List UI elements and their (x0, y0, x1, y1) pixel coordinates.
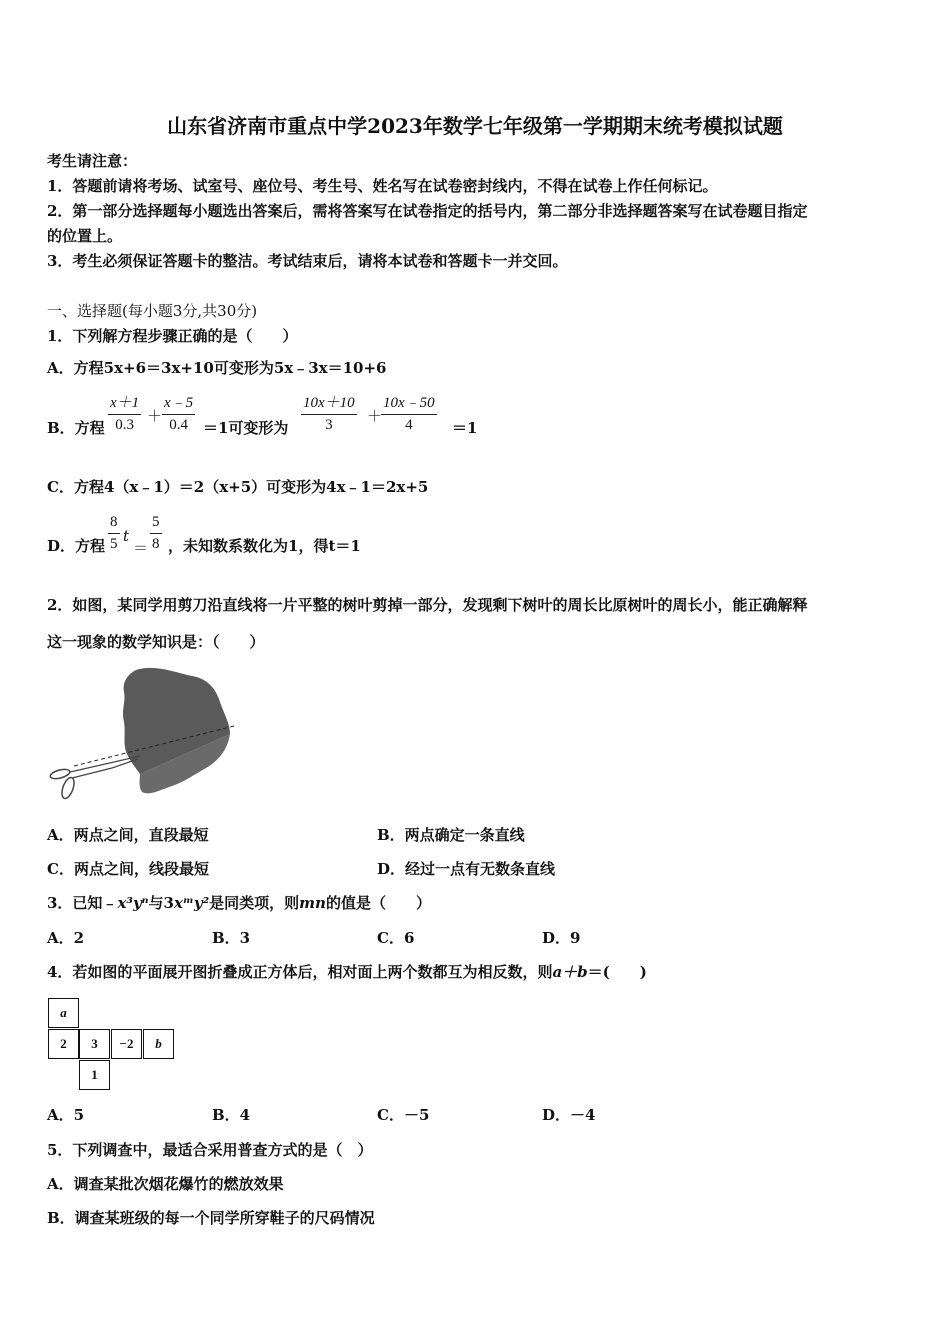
net-cell: 3 (79, 1029, 110, 1059)
question-2-stem-cont: 这一现象的数学知识是：（ ） (47, 633, 265, 651)
fraction-numerator: 5 (150, 515, 162, 534)
fraction (162, 396, 195, 433)
q1-option-b-middle: ＝1可变形为 (203, 419, 289, 437)
q4-option-a: A．5 (47, 1106, 85, 1124)
fraction-numerator: x﹣5 (162, 396, 195, 415)
q3-option-d: D．9 (542, 929, 581, 947)
variable-t: t (123, 527, 130, 545)
net-cell-b: b (143, 1029, 174, 1059)
q3-stem-post1: 是同类项，则 (209, 894, 300, 912)
q2-option-c: C．两点之间，线段最短 (47, 860, 209, 878)
q1-option-b-end: ＝1 (452, 419, 478, 437)
fraction (150, 515, 162, 552)
question-3-stem (47, 896, 431, 911)
scissors-blade (70, 756, 140, 778)
q5-option-b: B．调查某班级的每一个同学所穿鞋子的尺码情况 (47, 1209, 375, 1227)
q3-term2: xᵐy² (173, 894, 210, 912)
fraction (301, 396, 357, 433)
q3-option-c: C．6 (377, 929, 415, 947)
q2-option-d: D．经过一点有无数条直线 (377, 860, 556, 878)
notice-item: 2．第一部分选择题每小题选出答案后，需将答案写在试卷指定的括号内，第二部分非选择题答案写在试卷题目指定 (47, 202, 808, 220)
q4-stem-post: ＝( ) (587, 963, 647, 981)
plus-sign: ＋ (147, 407, 163, 425)
fraction (108, 515, 120, 552)
question-5-stem: 5．下列调查中，最适合采用普查方式的是（ ） (47, 1141, 373, 1159)
q4-stem-pre: 4．若如图的平面展开图折叠成正方体后，相对面上两个数都互为相反数，则 (47, 963, 553, 981)
q3-stem-mid: 与3 (148, 894, 174, 912)
q2-option-b: B．两点确定一条直线 (377, 826, 525, 844)
fraction-denominator: 5 (110, 536, 118, 552)
scissors-handle (60, 776, 77, 800)
fraction-numerator: 10x﹣50 (381, 396, 437, 415)
net-cell: −2 (111, 1029, 142, 1059)
q3-stem-post2: 的值是（ ） (325, 894, 431, 912)
q3-mn: mn (299, 894, 326, 912)
net-cell: 2 (48, 1029, 79, 1059)
section-heading: 一、选择题(每小题3分,共30分) (47, 302, 258, 320)
notice-item: 1．答题前请将考场、试室号、座位号、考生号、姓名写在试卷密封线内，不得在试卷上作任何标记。 (47, 177, 718, 195)
fraction (108, 396, 141, 433)
exam-title: 山东省济南市重点中学2023年数学七年级第一学期期末统考模拟试题 (167, 114, 783, 138)
notice-heading: 考生请注意： (47, 152, 138, 170)
q4-option-c: C．－5 (377, 1106, 430, 1124)
net-cell: 1 (79, 1060, 110, 1090)
fraction-denominator: 0.4 (169, 417, 188, 433)
leaf-scissors-figure (44, 664, 244, 809)
plus-sign: ＋ (367, 407, 383, 425)
fraction-denominator: 3 (325, 417, 333, 433)
q3-stem-pre: 3．已知﹣ (47, 894, 118, 912)
notice-item: 3．考生必须保证答题卡的整洁。考试结束后，请将本试卷和答题卡一并交回。 (47, 252, 568, 270)
question-4-stem (47, 965, 647, 980)
fraction-denominator: 0.3 (115, 417, 134, 433)
fraction (381, 396, 437, 433)
question-1-stem: 1．下列解方程步骤正确的是（ ） (47, 327, 298, 345)
fraction-numerator: x＋1 (108, 396, 141, 415)
q1-option-a: A．方程5x+6＝3x+10可变形为5x﹣3x＝10+6 (47, 359, 387, 377)
fraction-numerator: 10x＋10 (301, 396, 357, 415)
equals-sign: ＝ (133, 539, 149, 557)
q2-option-a: A．两点之间，直段最短 (47, 826, 209, 844)
q4-option-b: B．4 (212, 1106, 251, 1124)
q3-option-a: A．2 (47, 929, 85, 947)
question-2-stem: 2．如图，某同学用剪刀沿直线将一片平整的树叶剪掉一部分，发现剩下树叶的周长比原树叶的周长小，能正确解释 (47, 596, 808, 614)
fraction-denominator: 8 (152, 536, 160, 552)
net-cell-a: a (48, 998, 79, 1028)
fraction-numerator: 8 (108, 515, 120, 534)
q4-option-d: D．－4 (542, 1106, 596, 1124)
q1-option-b-label: B．方程 (47, 419, 105, 437)
q5-option-a: A．调查某批次烟花爆竹的燃放效果 (47, 1175, 284, 1193)
q3-option-b: B．3 (212, 929, 251, 947)
q1-option-c: C．方程4（x﹣1）＝2（x+5）可变形为4x﹣1＝2x+5 (47, 478, 429, 496)
notice-item: 的位置上。 (47, 227, 123, 245)
q3-term1: x³yⁿ (117, 894, 149, 912)
q1-option-d-text: ，未知数系数化为1，得t＝1 (168, 537, 361, 555)
q1-option-d-label: D．方程 (47, 537, 106, 555)
q4-expr: a＋b (552, 963, 588, 981)
fraction-denominator: 4 (405, 417, 413, 433)
